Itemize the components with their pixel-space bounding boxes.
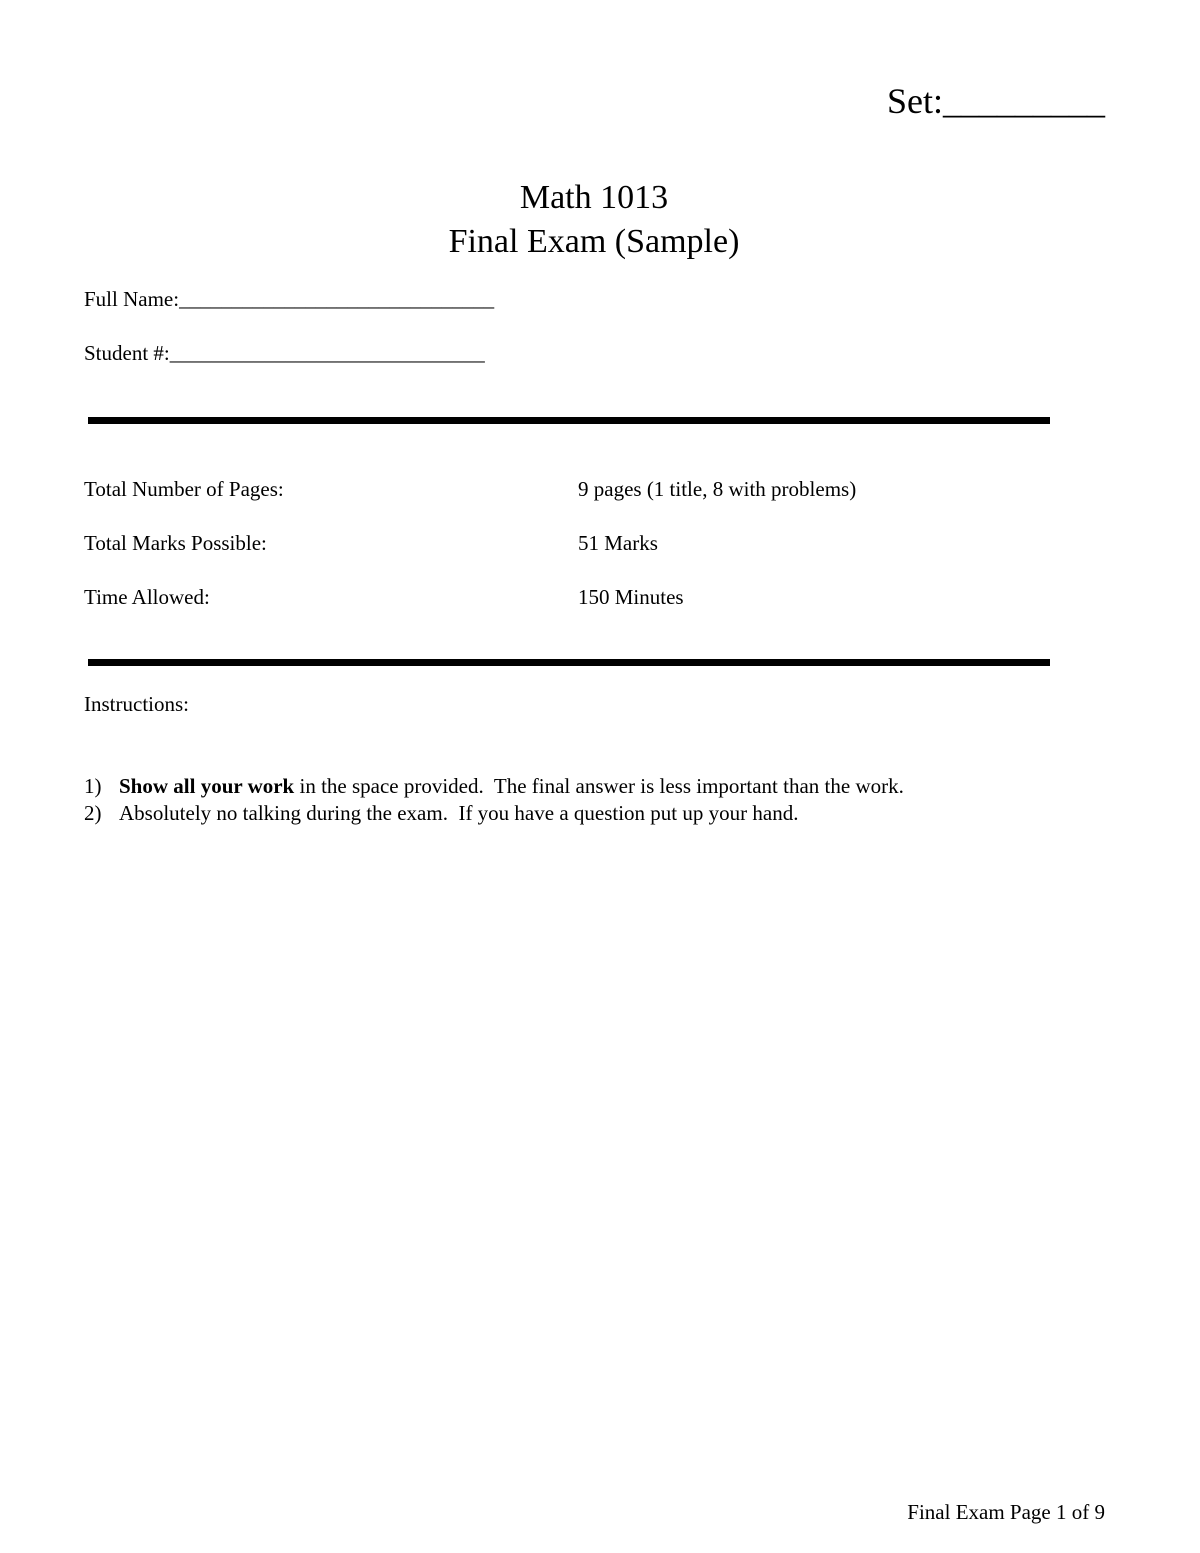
total-marks-value: 51 Marks [578, 531, 658, 555]
instruction-number: 1) [84, 774, 102, 798]
instruction-item [84, 801, 798, 826]
instruction-item [84, 774, 904, 799]
instruction-text: in the space provided. The final answer is less important than the work. [294, 774, 904, 798]
exam-title: Final Exam (Sample) [448, 223, 740, 260]
title-block [0, 176, 1188, 264]
instruction-number: 2) [84, 801, 102, 825]
course-title: Math 1013 [519, 179, 669, 216]
full-name-field: Full Name:______________________________ [84, 287, 495, 311]
instruction-emphasis: Show all your work [119, 774, 295, 798]
total-marks-label: Total Marks Possible: [84, 531, 267, 555]
divider-bottom [88, 659, 1050, 666]
divider-top [88, 417, 1050, 424]
student-number-field: Student #:______________________________ [84, 341, 485, 365]
time-allowed-value: 150 Minutes [578, 585, 684, 609]
time-allowed-label: Time Allowed: [84, 585, 210, 609]
total-pages-label: Total Number of Pages: [84, 477, 284, 501]
instruction-text: Absolutely no talking during the exam. If you have a question put up your hand. [119, 801, 799, 825]
set-field: Set:_________ [886, 81, 1105, 121]
total-pages-value: 9 pages (1 title, 8 with problems) [578, 477, 857, 501]
instructions-heading: Instructions: [84, 692, 189, 716]
page-footer: Final Exam Page 1 of 9 [907, 1500, 1105, 1524]
